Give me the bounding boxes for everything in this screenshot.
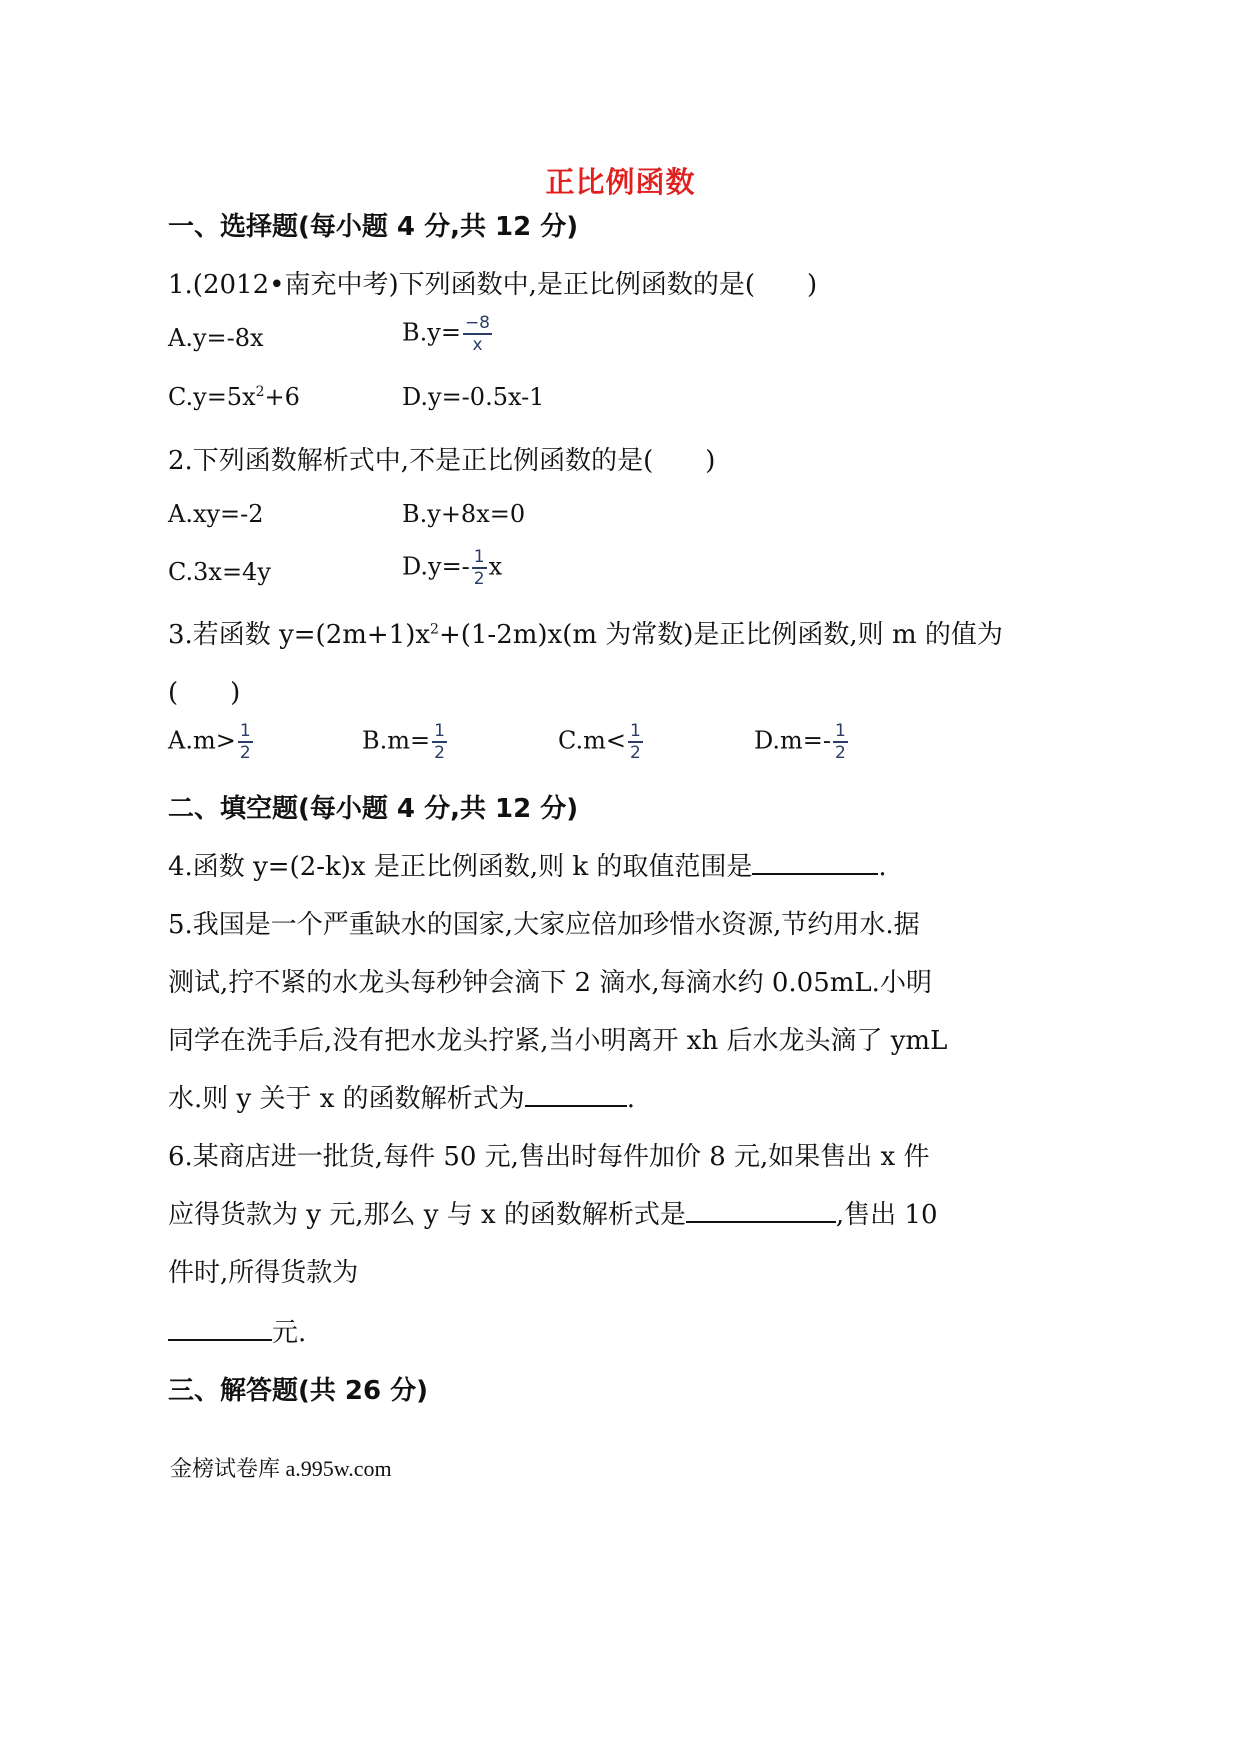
q1-option-b-fraction: $\frac{-8}{x}$ <box>464 313 490 355</box>
q2-option-c: C.3x=4y <box>168 558 271 586</box>
question-5-line4: 水.则 y 关于 x 的函数解析式为 . <box>168 1078 635 1115</box>
q6-answer-blank-1[interactable] <box>686 1197 836 1223</box>
question-5-line1: 5.我国是一个严重缺水的国家,大家应倍加珍惜水资源,节约用水.据 <box>168 910 920 940</box>
page-title: 正比例函数 <box>545 165 696 199</box>
section-heading-choice: 一、选择题(每小题 4 分,共 12 分) <box>168 212 579 242</box>
question-6-line3: 件时,所得货款为 <box>168 1258 359 1288</box>
question-6-line1: 6.某商店进一批货,每件 50 元,售出时每件加价 8 元,如果售出 x 件 <box>168 1142 930 1172</box>
q3-option-d: D.m=- $\frac{1}{2}$ <box>754 721 846 763</box>
q2-option-b: B.y+8x=0 <box>402 500 526 528</box>
q2-option-d-fraction: $\frac{1}{2}$ <box>473 547 485 589</box>
q2-option-d: D.y=- $\frac{1}{2}$ x <box>402 547 503 589</box>
q3-option-b: B.m= $\frac{1}{2}$ <box>362 721 445 763</box>
q1-option-b-label: B.y= <box>402 318 461 347</box>
question-1-stem: 1.(2012•南充中考)下列函数中,是正比例函数的是( ) <box>168 270 818 300</box>
question-6-line4: 元. <box>168 1312 306 1349</box>
q6-answer-blank-2[interactable] <box>168 1315 272 1341</box>
section-heading-answer: 三、解答题(共 26 分) <box>168 1376 429 1406</box>
q1-option-d: D.y=-0.5x-1 <box>402 383 545 411</box>
question-3-stem: 3.若函数 $y=(2m+1)x^2+(1-2m)x(m$ 为常数)是正比例函数,则 m 的值为 <box>168 620 1003 650</box>
q1-option-c: $C.y=5x^2+6$ <box>168 383 300 411</box>
footer-source: 金榜试卷库 a.995w.com <box>170 1456 392 1481</box>
question-4: 4.函数 y=(2-k)x 是正比例函数,则 k 的取值范围是 . <box>168 846 887 883</box>
question-6-line2: 应得货款为 y 元,那么 y 与 x 的函数解析式是 ,售出 10 <box>168 1194 938 1231</box>
q3-option-c: C.m< $\frac{1}{2}$ <box>558 721 641 763</box>
q4-answer-blank[interactable] <box>752 849 878 875</box>
section-heading-fill: 二、填空题(每小题 4 分,共 12 分) <box>168 794 579 824</box>
q5-answer-blank[interactable] <box>525 1081 627 1107</box>
q1-option-b <box>402 314 494 354</box>
q3-option-a: A.m> $\frac{1}{2}$ <box>168 721 251 763</box>
question-2-stem: 2.下列函数解析式中,不是正比例函数的是( ) <box>168 446 716 476</box>
q2-option-a: A.xy=-2 <box>168 500 264 528</box>
question-3-stem-line2: ( ) <box>168 678 241 708</box>
question-5-line2: 测试,拧不紧的水龙头每秒钟会滴下 2 滴水,每滴水约 0.05mL.小明 <box>168 968 932 998</box>
q1-option-a: A.y=-8x <box>168 324 264 352</box>
question-5-line3: 同学在洗手后,没有把水龙头拧紧,当小明离开 xh 后水龙头滴了 ymL <box>168 1026 948 1056</box>
